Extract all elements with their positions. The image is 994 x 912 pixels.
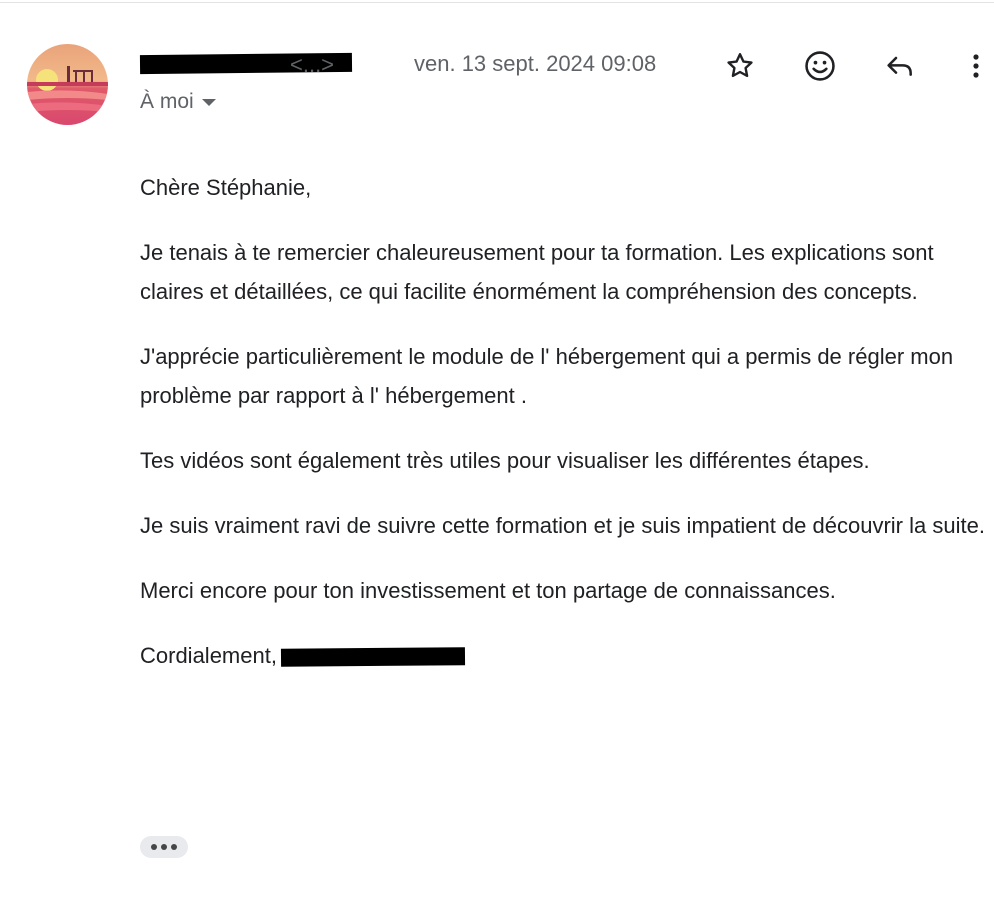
dot-icon <box>151 844 157 850</box>
emoji-reaction-button[interactable] <box>798 44 842 88</box>
paragraph: J'apprécie particulièrement le module de l' hébergement qui a permis de régler mon problème par rapport à l' hébergement . <box>140 344 954 408</box>
paragraph: Je suis vraiment ravi de suivre cette formation et je suis impatient de découvrir la suite. <box>140 513 985 538</box>
caret-down-icon <box>202 99 216 106</box>
message-date: ven. 13 sept. 2024 09:08 <box>414 51 657 76</box>
reply-button[interactable] <box>878 44 922 88</box>
paragraph: Tes vidéos sont également très utiles pour visualiser les différentes étapes. <box>140 448 870 473</box>
greeting: Chère Stéphanie, <box>140 175 312 200</box>
sender-email[interactable] <box>290 52 334 78</box>
star-button[interactable] <box>718 44 762 88</box>
message-body <box>140 168 985 701</box>
sunset-avatar-image <box>27 44 108 125</box>
reply-icon <box>884 50 916 82</box>
recipient-details-toggle[interactable] <box>140 90 216 114</box>
more-vert-icon <box>971 51 981 81</box>
star-icon <box>724 50 756 82</box>
dot-icon <box>161 844 167 850</box>
recipient-label: À moi <box>140 90 194 113</box>
show-trimmed-content-button[interactable] <box>140 836 188 858</box>
sender-email-text: <...> <box>290 52 335 77</box>
redaction-bar <box>281 647 465 667</box>
sender-avatar[interactable] <box>27 44 108 125</box>
paragraph: Je tenais à te remercier chaleureusement pour ta formation. Les explications sont claires et détaillées, ce qui facilite énormément la compréhension des concepts. <box>140 240 934 304</box>
signature-line <box>140 636 985 675</box>
top-divider <box>0 2 994 3</box>
paragraph: Merci encore pour ton investissement et ton partage de connaissances. <box>140 578 836 603</box>
dot-icon <box>171 844 177 850</box>
more-options-button[interactable] <box>958 44 994 88</box>
emoji-icon <box>803 49 837 83</box>
closing: Cordialement, <box>140 643 277 668</box>
